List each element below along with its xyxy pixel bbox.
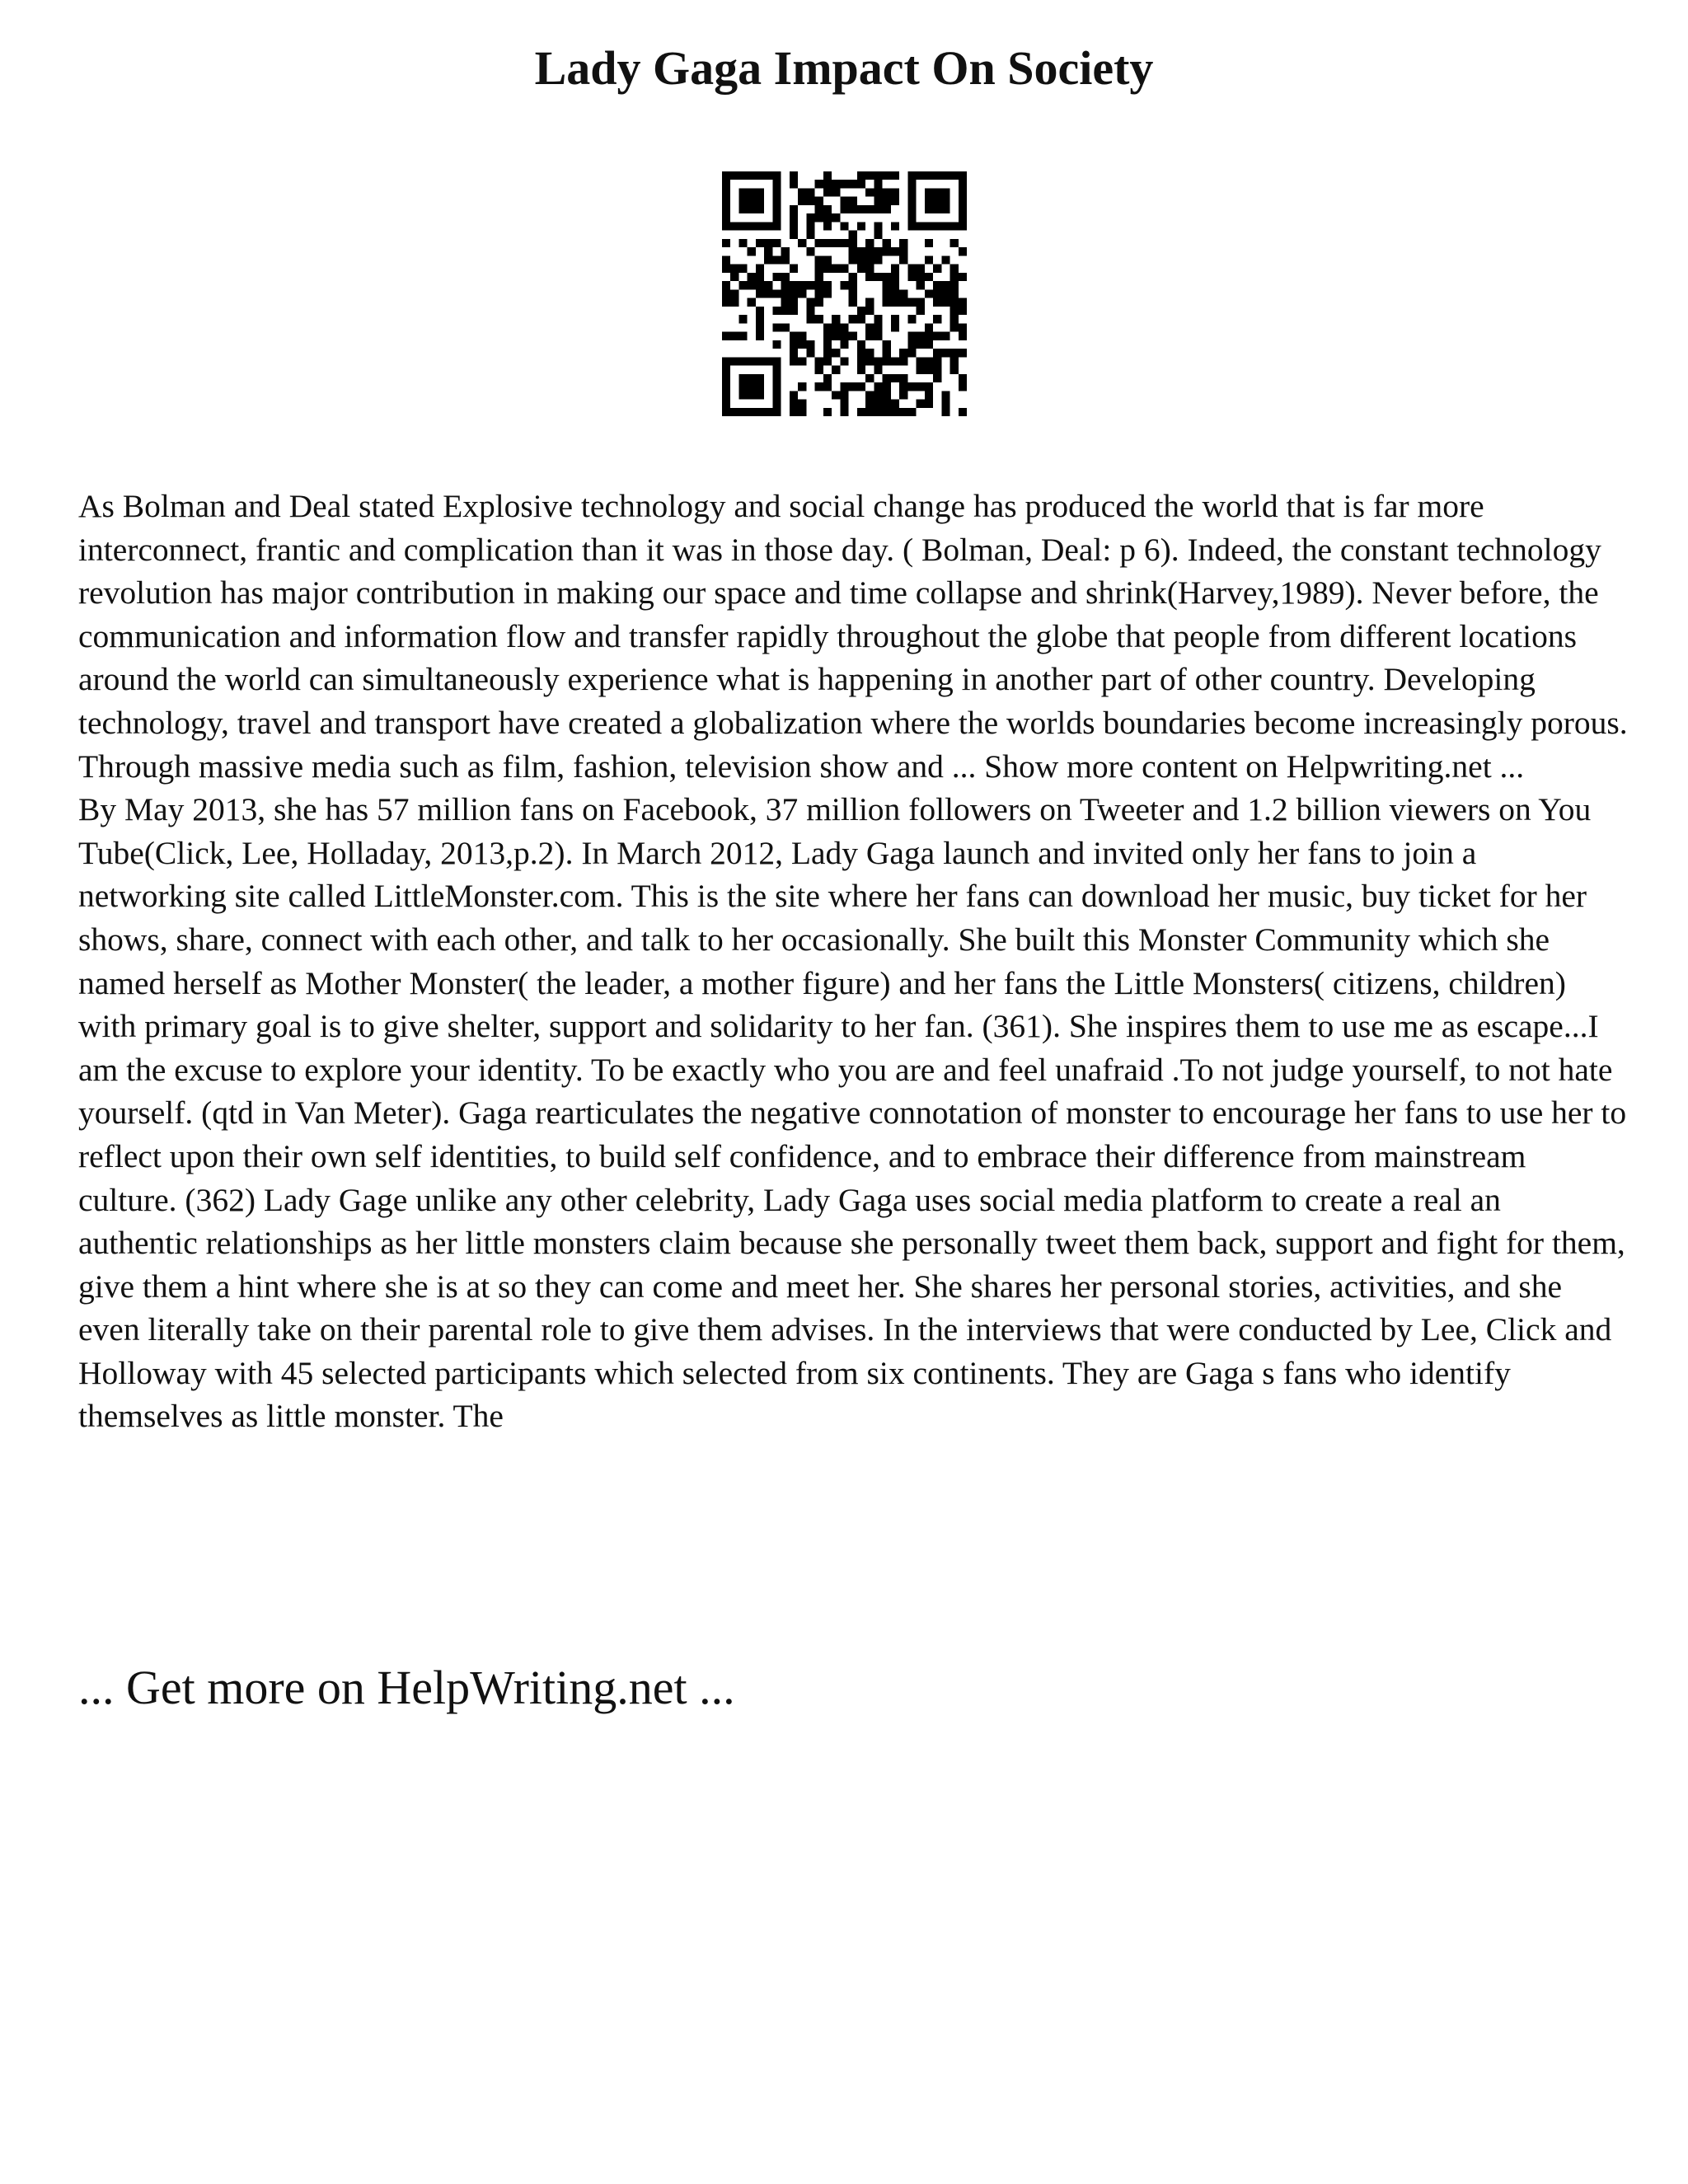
document-body <box>78 485 1628 1438</box>
qr-code-icon <box>722 171 967 416</box>
paragraph-2: By May 2013, she has 57 million fans on Facebook, 37 million followers on Tweeter and 1.2 billion viewers on You Tube(Click, Lee, Holladay, 2013,p.2). In March 2012, Lady Gaga launch and invited only her fans to join a networking site called LittleMonster.com. This is the site where her fans can download her music, buy ticket for her shows, share, connect with each other, and talk to her occasionally. She built this Monster Community which she named herself as Mother Monster( the leader, a mother figure) and her fans the Little Monsters( citizens, children) with primary goal is to give shelter, support and solidarity to her fan. (361). She inspires them to use me as escape...I am the excuse to explore your identity. To be exactly who you are and feel unafraid .To not judge yourself, to not hate yourself. (qtd in Van Meter). Gaga rearticulates the negative connotation of monster to encourage her fans to use her to reflect upon their own self identities, to build self confidence, and to embrace their difference from mainstream culture. (362) Lady Gage unlike any other celebrity, Lady Gaga uses social media platform to create a real an authentic relationships as her little monsters claim because she personally tweet them back, support and fight for them, give them a hint where she is at so they can come and meet her. She shares her personal stories, activities, and she even literally take on their parental role to give them advises. In the interviews that were conducted by Lee, Click and Holloway with 45 selected participants which selected from six continents. They are Gaga s fans who identify themselves as little monster. The <box>78 791 1627 1435</box>
get-more-link[interactable]: ... Get more on HelpWriting.net ... <box>78 1661 735 1714</box>
paragraph-1: As Bolman and Deal stated Explosive technology and social change has produced the world that is far more interconnect, frantic and complication than it was in those day. ( Bolman, Deal: p 6). Indeed, the constant technology revolution has major contribution in making our space and time collapse and shrink(Harvey,1989). Never before, the communication and information flow and transfer rapidly throughout the globe that people from different locations around the world can simultaneously experience what is happening in another part of other country. Developing technology, travel and transport have created a globalization where the worlds boundaries become increasingly porous. Through massive media such as film, fashion, television show and ... Show more content on Helpwriting.net ... <box>78 488 1628 785</box>
document-title: Lady Gaga Impact On Society <box>534 41 1154 95</box>
